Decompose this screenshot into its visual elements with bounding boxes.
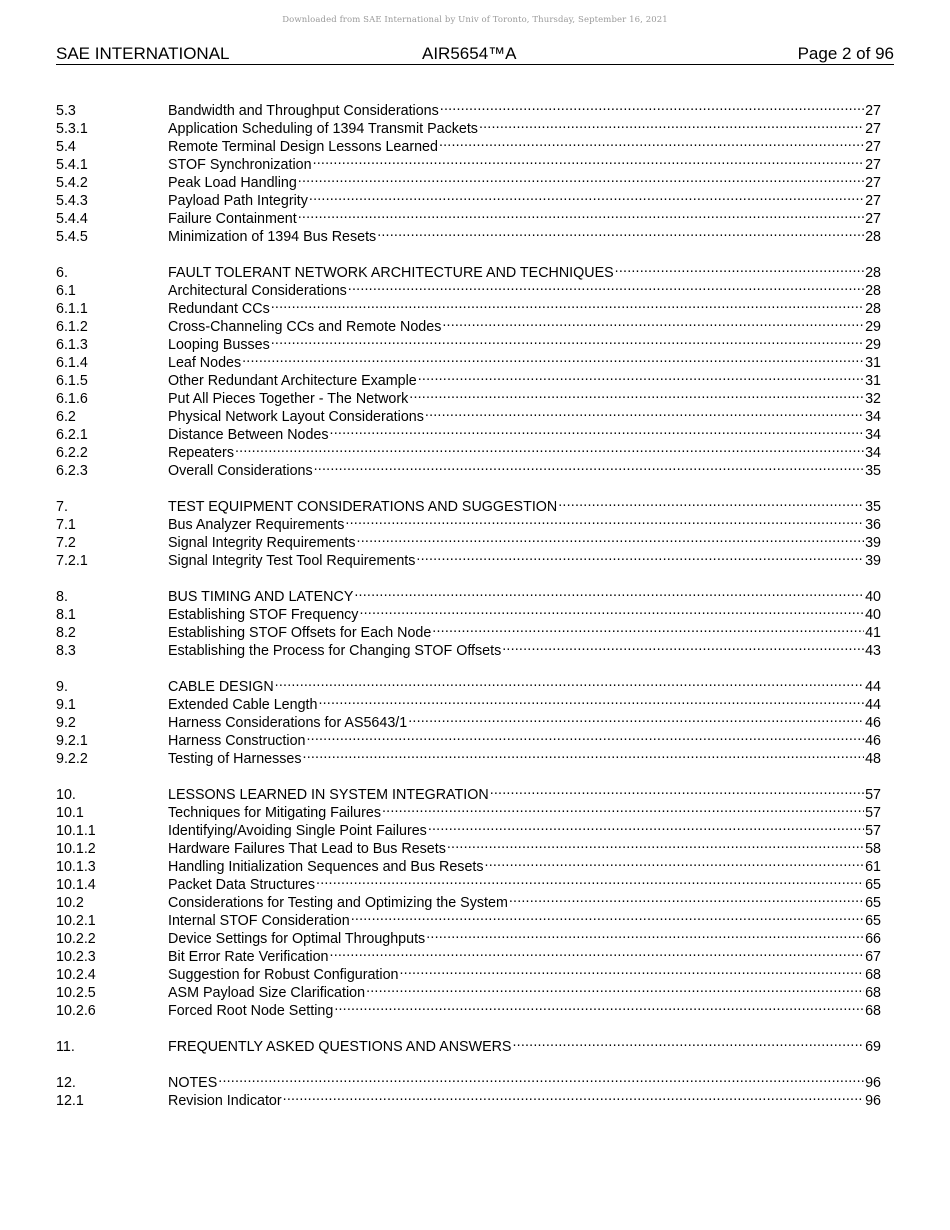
dot-leader — [418, 367, 864, 385]
dot-leader — [318, 691, 864, 709]
toc-entry-title[interactable]: Signal Integrity Requirements — [168, 535, 356, 551]
toc-entry-page: 44 — [865, 697, 881, 713]
toc-entry-title[interactable]: Techniques for Mitigating Failures — [168, 805, 381, 821]
toc-entry-number: 6.1 — [56, 283, 76, 299]
toc-entry-number: 10.2.1 — [56, 913, 96, 929]
toc-entry[interactable] — [56, 781, 881, 803]
toc-entry-title[interactable]: Hardware Failures That Lead to Bus Resets — [168, 841, 446, 857]
toc-entry-title[interactable]: Establishing STOF Frequency — [168, 607, 359, 623]
toc-entry-page: 34 — [865, 445, 881, 461]
toc-entry-number: 9.2 — [56, 715, 76, 731]
toc-entry-title[interactable]: Revision Indicator — [168, 1093, 282, 1109]
toc-entry-page: 39 — [865, 535, 881, 551]
toc-entry-number: 10.1 — [56, 805, 84, 821]
toc-entry-title[interactable]: Bit Error Rate Verification — [168, 949, 329, 965]
dot-leader — [432, 619, 864, 637]
toc-entry-title[interactable]: Looping Busses — [168, 337, 270, 353]
dot-leader — [502, 637, 864, 655]
toc-entry-title[interactable]: Cross-Channeling CCs and Remote Nodes — [168, 319, 442, 335]
toc-entry[interactable] — [56, 583, 881, 605]
toc-entry-page: 65 — [865, 895, 881, 911]
toc-entry[interactable] — [56, 1069, 881, 1091]
dot-leader — [330, 943, 865, 961]
toc-entry-page: 36 — [865, 517, 881, 533]
toc-entry-number: 10.2 — [56, 895, 84, 911]
toc-entry-title[interactable]: Identifying/Avoiding Single Point Failures — [168, 823, 427, 839]
table-of-contents — [56, 97, 881, 1123]
dot-leader — [271, 331, 864, 349]
toc-entry-page: 27 — [865, 103, 881, 119]
toc-entry-page: 44 — [865, 679, 881, 695]
toc-entry-page: 34 — [865, 427, 881, 443]
toc-entry-page: 96 — [865, 1075, 881, 1091]
toc-entry-number: 10.1.4 — [56, 877, 96, 893]
page-number: Page 2 of 96 — [797, 44, 894, 63]
toc-entry-page: 35 — [865, 499, 881, 515]
toc-entry-page: 39 — [865, 553, 881, 569]
toc-entry-number: 9. — [56, 679, 68, 695]
toc-entry-page: 68 — [865, 1003, 881, 1019]
toc-entry-title[interactable]: Establishing STOF Offsets for Each Node — [168, 625, 432, 641]
toc-entry-title[interactable]: ASM Payload Size Clarification — [168, 985, 366, 1001]
toc-entry-page: 28 — [865, 283, 881, 299]
toc-entry-title[interactable]: BUS TIMING AND LATENCY — [168, 589, 354, 605]
toc-entry-title[interactable]: Overall Considerations — [168, 463, 313, 479]
toc-entry-number: 6. — [56, 265, 68, 281]
toc-entry-page: 57 — [865, 805, 881, 821]
dot-leader — [359, 601, 864, 619]
toc-entry-title[interactable]: Bus Analyzer Requirements — [168, 517, 345, 533]
dot-leader — [409, 385, 864, 403]
toc-entry-page: 28 — [865, 229, 881, 245]
dot-leader — [330, 421, 865, 439]
toc-entry-page: 96 — [865, 1093, 881, 1109]
toc-entry-page: 41 — [865, 625, 881, 641]
toc-entry-number: 12. — [56, 1075, 76, 1091]
dot-leader — [298, 205, 864, 223]
dot-leader — [440, 97, 864, 115]
dot-leader — [345, 511, 864, 529]
dot-leader — [354, 583, 864, 601]
toc-entry-number: 10.1.3 — [56, 859, 96, 875]
toc-entry-number: 5.4.2 — [56, 175, 88, 191]
toc-entry-title[interactable]: Payload Path Integrity — [168, 193, 308, 209]
dot-leader — [366, 979, 864, 997]
toc-entry-page: 61 — [865, 859, 881, 875]
toc-entry-title[interactable]: Packet Data Structures — [168, 877, 316, 893]
toc-entry-title[interactable]: Put All Pieces Together - The Network — [168, 391, 409, 407]
toc-entry-title[interactable]: Forced Root Node Setting — [168, 1003, 334, 1019]
toc-entry-title[interactable]: Bandwidth and Throughput Considerations — [168, 103, 439, 119]
toc-entry-title[interactable]: Redundant CCs — [168, 301, 270, 317]
toc-entry-page: 57 — [865, 787, 881, 803]
dot-leader — [351, 907, 864, 925]
toc-entry-title[interactable]: Extended Cable Length — [168, 697, 318, 713]
toc-entry-number: 11. — [56, 1039, 75, 1055]
toc-entry-page: 58 — [865, 841, 881, 857]
dot-leader — [298, 169, 864, 187]
toc-entry[interactable] — [56, 97, 881, 119]
toc-entry-title[interactable]: Failure Containment — [168, 211, 297, 227]
toc-entry-number: 8.3 — [56, 643, 76, 659]
toc-entry-number: 5.4 — [56, 139, 76, 155]
toc-entry-page: 27 — [865, 139, 881, 155]
toc-entry-number: 6.1.1 — [56, 301, 88, 317]
dot-leader — [306, 727, 864, 745]
toc-entry-title[interactable]: Harness Construction — [168, 733, 306, 749]
toc-entry-number: 9.1 — [56, 697, 76, 713]
toc-entry-page: 29 — [865, 319, 881, 335]
toc-entry-title[interactable]: Harness Considerations for AS5643/1 — [168, 715, 408, 731]
toc-entry-number: 7. — [56, 499, 68, 515]
dot-leader — [615, 259, 864, 277]
dot-leader — [479, 115, 864, 133]
dot-leader — [283, 1087, 864, 1105]
toc-entry-title[interactable]: FREQUENTLY ASKED QUESTIONS AND ANSWERS — [168, 1039, 512, 1055]
toc-entry-title[interactable]: Device Settings for Optimal Throughputs — [168, 931, 426, 947]
toc-entry-title[interactable]: Other Redundant Architecture Example — [168, 373, 417, 389]
toc-entry-number: 7.1 — [56, 517, 76, 533]
dot-leader — [377, 223, 864, 241]
toc-entry-title[interactable]: STOF Synchronization — [168, 157, 312, 173]
toc-entry[interactable] — [56, 1033, 881, 1055]
toc-entry-number: 10.2.3 — [56, 949, 96, 965]
toc-entry-title[interactable]: LESSONS LEARNED IN SYSTEM INTEGRATION — [168, 787, 489, 803]
toc-entry-title[interactable]: Testing of Harnesses — [168, 751, 302, 767]
dot-leader — [275, 673, 864, 691]
toc-entry-number: 6.2 — [56, 409, 76, 425]
dot-leader — [348, 277, 864, 295]
dot-leader — [416, 547, 864, 565]
toc-entry-title[interactable]: Remote Terminal Design Lessons Learned — [168, 139, 438, 155]
toc-entry-title[interactable]: Distance Between Nodes — [168, 427, 329, 443]
dot-leader — [512, 1033, 864, 1051]
download-watermark: Downloaded from SAE International by Univ of Toronto, Thursday, September 16, 2021 — [282, 15, 668, 25]
toc-entry-page: 48 — [865, 751, 881, 767]
dot-leader — [447, 835, 864, 853]
toc-entry-number: 5.4.5 — [56, 229, 88, 245]
toc-section — [56, 97, 881, 245]
toc-entry-title[interactable]: Internal STOF Consideration — [168, 913, 350, 929]
toc-entry-page: 66 — [865, 931, 881, 947]
toc-entry-number: 5.4.4 — [56, 211, 88, 227]
publisher-name: SAE INTERNATIONAL — [56, 44, 230, 63]
toc-entry-page: 27 — [865, 193, 881, 209]
toc-entry-number: 6.2.2 — [56, 445, 88, 461]
dot-leader — [316, 871, 864, 889]
toc-entry-number: 6.1.2 — [56, 319, 88, 335]
toc-entry-title[interactable]: Repeaters — [168, 445, 234, 461]
toc-entry-number: 10.1.2 — [56, 841, 96, 857]
toc-entry-page: 28 — [865, 301, 881, 317]
toc-entry-number: 6.1.4 — [56, 355, 88, 371]
toc-entry-title[interactable]: Leaf Nodes — [168, 355, 242, 371]
dot-leader — [235, 439, 864, 457]
dot-leader — [303, 745, 865, 763]
toc-entry-page: 29 — [865, 337, 881, 353]
page-header — [56, 44, 894, 65]
dot-leader — [271, 295, 864, 313]
dot-leader — [485, 853, 865, 871]
toc-entry-page: 27 — [865, 121, 881, 137]
toc-section — [56, 583, 881, 659]
dot-leader — [558, 493, 864, 511]
toc-entry-number: 10.2.6 — [56, 1003, 96, 1019]
dot-leader — [426, 925, 864, 943]
dot-leader — [428, 817, 864, 835]
toc-entry-title[interactable]: FAULT TOLERANT NETWORK ARCHITECTURE AND TECHNIQUES — [168, 265, 614, 281]
toc-entry[interactable] — [56, 493, 881, 515]
toc-entry-number: 10.1.1 — [56, 823, 96, 839]
toc-entry-title[interactable]: TEST EQUIPMENT CONSIDERATIONS AND SUGGESTION — [168, 499, 558, 515]
dot-leader — [313, 151, 865, 169]
toc-entry-number: 6.2.3 — [56, 463, 88, 479]
toc-entry-number: 7.2 — [56, 535, 76, 551]
toc-entry-number: 5.3.1 — [56, 121, 88, 137]
dot-leader — [399, 961, 864, 979]
dot-leader — [218, 1069, 864, 1087]
toc-entry-page: 35 — [865, 463, 881, 479]
toc-entry-page: 31 — [865, 355, 881, 371]
dot-leader — [439, 133, 864, 151]
toc-entry-page: 27 — [865, 211, 881, 227]
toc-entry-page: 46 — [865, 733, 881, 749]
dot-leader — [242, 349, 864, 367]
toc-entry-number: 10.2.2 — [56, 931, 96, 947]
toc-entry-title[interactable]: Minimization of 1394 Bus Resets — [168, 229, 377, 245]
toc-entry-number: 5.3 — [56, 103, 76, 119]
toc-entry-page: 32 — [865, 391, 881, 407]
toc-entry[interactable] — [56, 259, 881, 281]
toc-entry-number: 9.2.2 — [56, 751, 88, 767]
toc-entry-title[interactable]: Peak Load Handling — [168, 175, 297, 191]
dot-leader — [309, 187, 864, 205]
toc-entry-number: 5.4.1 — [56, 157, 88, 173]
toc-entry-number: 10.2.5 — [56, 985, 96, 1001]
dot-leader — [357, 529, 865, 547]
toc-section — [56, 673, 881, 767]
toc-entry-page: 27 — [865, 157, 881, 173]
toc-entry-page: 31 — [865, 373, 881, 389]
toc-entry-number: 6.1.3 — [56, 337, 88, 353]
toc-entry-number: 6.1.5 — [56, 373, 88, 389]
document-number: AIR5654™A — [422, 44, 517, 63]
dot-leader — [314, 457, 864, 475]
dot-leader — [382, 799, 864, 817]
toc-entry-page: 65 — [865, 877, 881, 893]
toc-entry-page: 65 — [865, 913, 881, 929]
toc-entry-number: 8.1 — [56, 607, 76, 623]
toc-section — [56, 493, 881, 569]
toc-entry-title[interactable]: Physical Network Layout Considerations — [168, 409, 424, 425]
toc-entry-number: 12.1 — [56, 1093, 84, 1109]
toc-entry-title[interactable]: Suggestion for Robust Configuration — [168, 967, 399, 983]
toc-entry-page: 34 — [865, 409, 881, 425]
toc-section — [56, 1033, 881, 1055]
dot-leader — [425, 403, 864, 421]
toc-entry-title[interactable]: Considerations for Testing and Optimizing the System — [168, 895, 508, 911]
toc-entry-title[interactable]: Signal Integrity Test Tool Requirements — [168, 553, 416, 569]
toc-entry-page: 46 — [865, 715, 881, 731]
toc-entry-title[interactable]: Architectural Considerations — [168, 283, 347, 299]
toc-entry-page: 40 — [865, 607, 881, 623]
toc-entry-number: 6.1.6 — [56, 391, 88, 407]
toc-entry-number: 10. — [56, 787, 76, 803]
dot-leader — [334, 997, 864, 1015]
toc-section — [56, 259, 881, 479]
toc-entry-number: 10.2.4 — [56, 967, 96, 983]
toc-section — [56, 1069, 881, 1109]
dot-leader — [408, 709, 864, 727]
toc-entry-page: 57 — [865, 823, 881, 839]
toc-section — [56, 781, 881, 1019]
toc-entry[interactable] — [56, 673, 881, 695]
toc-entry-page: 40 — [865, 589, 881, 605]
toc-entry-number: 9.2.1 — [56, 733, 88, 749]
toc-entry-title[interactable]: Handling Initialization Sequences and Bus Resets — [168, 859, 484, 875]
toc-entry-page: 68 — [865, 967, 881, 983]
toc-entry-number: 8. — [56, 589, 68, 605]
toc-entry-number: 5.4.3 — [56, 193, 88, 209]
toc-entry-title[interactable]: Establishing the Process for Changing STOF Offsets — [168, 643, 502, 659]
toc-entry-page: 68 — [865, 985, 881, 1001]
dot-leader — [442, 313, 864, 331]
toc-entry-page: 27 — [865, 175, 881, 191]
toc-entry-title[interactable]: CABLE DESIGN — [168, 679, 274, 695]
dot-leader — [509, 889, 864, 907]
dot-leader — [490, 781, 864, 799]
toc-entry-page: 28 — [865, 265, 881, 281]
toc-entry-page: 43 — [865, 643, 881, 659]
toc-entry-title[interactable]: NOTES — [168, 1075, 218, 1091]
toc-entry-title[interactable]: Application Scheduling of 1394 Transmit Packets — [168, 121, 478, 137]
toc-entry-number: 8.2 — [56, 625, 76, 641]
toc-entry-page: 67 — [865, 949, 881, 965]
toc-entry-number: 6.2.1 — [56, 427, 88, 443]
toc-entry-page: 69 — [865, 1039, 881, 1055]
toc-entry-number: 7.2.1 — [56, 553, 88, 569]
